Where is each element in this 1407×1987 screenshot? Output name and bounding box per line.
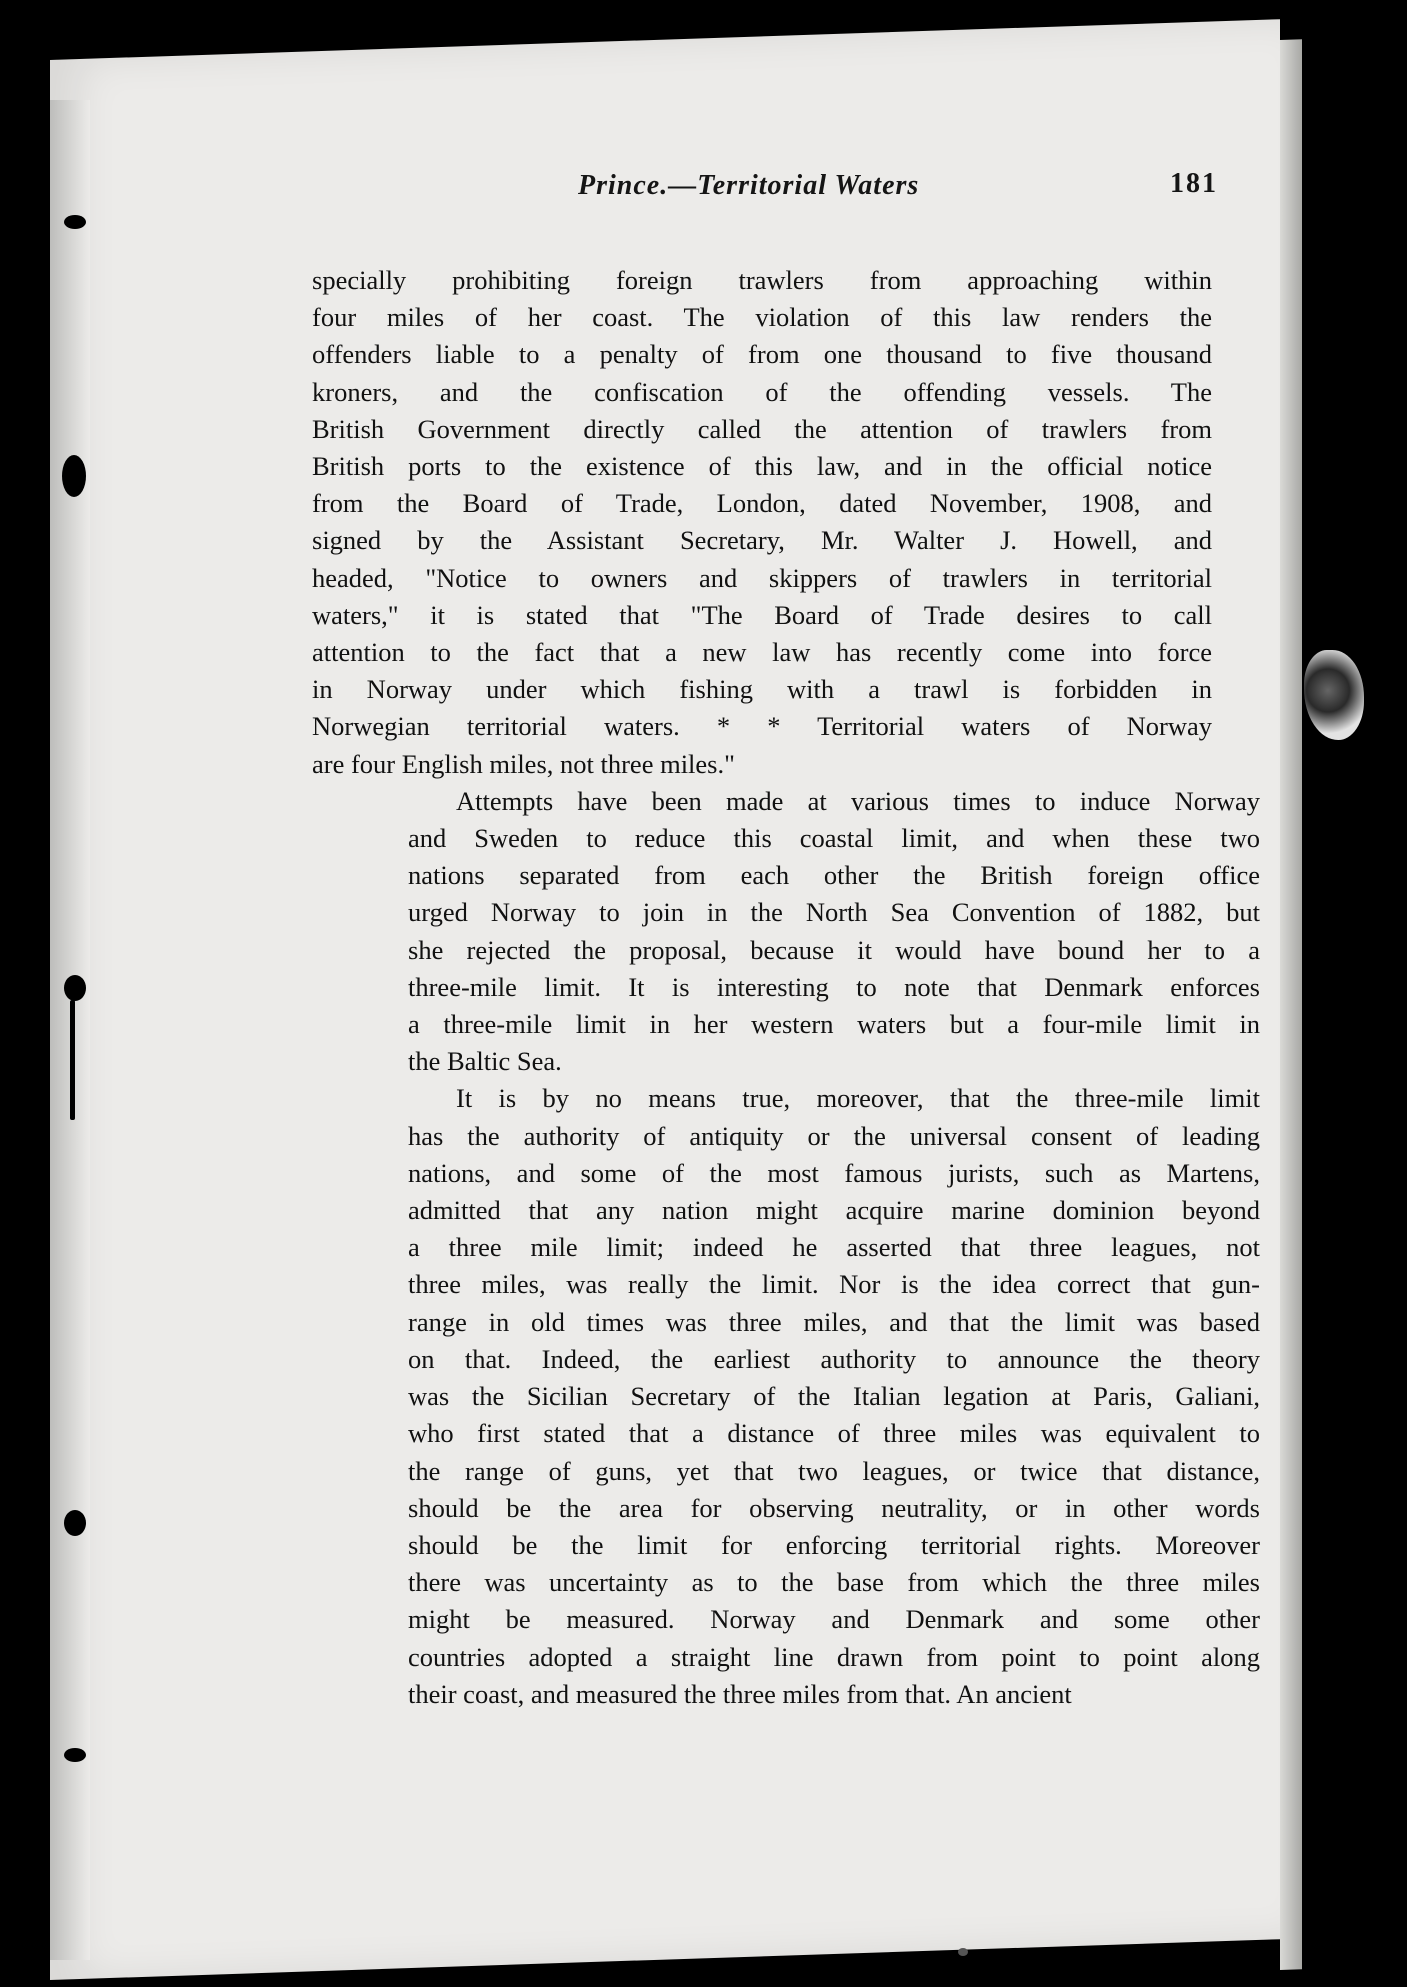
text-line: and Sweden to reduce this coastal limit, and when these two [408,823,1260,854]
text-line: signed by the Assistant Secretary, Mr. Walter J. Howell, and [312,525,1212,556]
text-line: offenders liable to a penalty of from one thousand to five thousand [312,339,1212,370]
paragraph [312,783,1260,1081]
text-line: on that. Indeed, the earliest authority to announce the theory [408,1343,1260,1374]
text-line: range in old times was three miles, and that the limit was based [408,1306,1260,1337]
text-line: specially prohibiting foreign trawlers from approaching within [312,265,1212,295]
text-line: the range of guns, yet that two leagues, or twice that distance, [408,1455,1260,1486]
binding-hole-mark [64,1748,86,1762]
page-number: 181 [1170,168,1218,199]
text-line: has the authority of antiquity or the universal consent of leading [408,1120,1260,1151]
text-line: four miles of her coast. The violation of this law renders the [312,302,1212,333]
text-line: who first stated that a distance of three miles was equivalent to [408,1418,1260,1449]
text-line: British ports to the existence of this law, and in the official notice [312,451,1212,482]
text-line: kroners, and the confiscation of the offending vessels. The [312,376,1212,407]
text-line: headed, "Notice to owners and skippers of trawlers in territorial [312,562,1212,593]
text-line: a three mile limit; indeed he asserted that three leagues, not [408,1232,1260,1263]
binding-hole-mark [62,455,86,497]
binding-hole-mark [64,215,86,229]
text-line: their coast, and measured the three miles from that. An ancient [408,1678,1072,1709]
text-line: might be measured. Norway and Denmark and some other [408,1604,1260,1635]
text-line: British Government directly called the attention of trawlers from [312,413,1212,444]
text-line: Attempts have been made at various times to induce Norway [456,785,1260,816]
page-header [310,168,1218,214]
text-line: nations, and some of the most famous jurists, such as Martens, [408,1157,1260,1188]
paragraph [312,1080,1260,1712]
text-line: should be the area for observing neutrality, or in other words [408,1492,1260,1523]
text-line: countries adopted a straight line drawn from point to point along [408,1641,1260,1672]
text-line: admitted that any nation might acquire marine dominion beyond [408,1195,1260,1226]
text-line: It is by no means true, moreover, that the three-mile limit [456,1083,1260,1114]
page-stain [1304,650,1364,740]
binding-hole-mark [64,1510,86,1536]
text-line: three miles, was really the limit. Nor is the idea correct that gun- [408,1269,1260,1300]
binding-hole-mark [70,1000,75,1120]
scan-speck [958,1948,968,1956]
text-line: the Baltic Sea. [408,1046,562,1077]
text-line: a three-mile limit in her western waters but a four-mile limit in [408,1009,1260,1040]
text-line: waters," it is stated that "The Board of Trade desires to call [312,599,1212,630]
running-head: Prince.—Territorial Waters [578,170,920,201]
text-line: in Norway under which fishing with a trawl is forbidden in [312,674,1212,705]
text-line: there was uncertainty as to the base from which the three miles [408,1567,1260,1598]
binding-hole-mark [64,975,86,1001]
text-line: from the Board of Trade, London, dated November, 1908, and [312,488,1212,519]
text-line: are four English miles, not three miles." [312,748,735,779]
text-line: should be the limit for enforcing territorial rights. Moreover [408,1529,1260,1560]
text-line: three-mile limit. It is interesting to note that Denmark enforces [408,971,1260,1002]
text-line: was the Sicilian Secretary of the Italian legation at Paris, Galiani, [408,1381,1260,1412]
body-text [312,262,1260,1713]
text-line: nations separated from each other the British foreign office [408,860,1260,891]
text-line: Norwegian territorial waters. * * Territorial waters of Norway [312,711,1212,742]
paragraph [312,262,1212,783]
page-edge [1280,39,1302,1970]
text-line: urged Norway to join in the North Sea Convention of 1882, but [408,897,1260,928]
text-line: attention to the fact that a new law has recently come into force [312,637,1212,668]
binding-hole-mark [0,48,14,74]
text-line: she rejected the proposal, because it would have bound her to a [408,934,1260,965]
